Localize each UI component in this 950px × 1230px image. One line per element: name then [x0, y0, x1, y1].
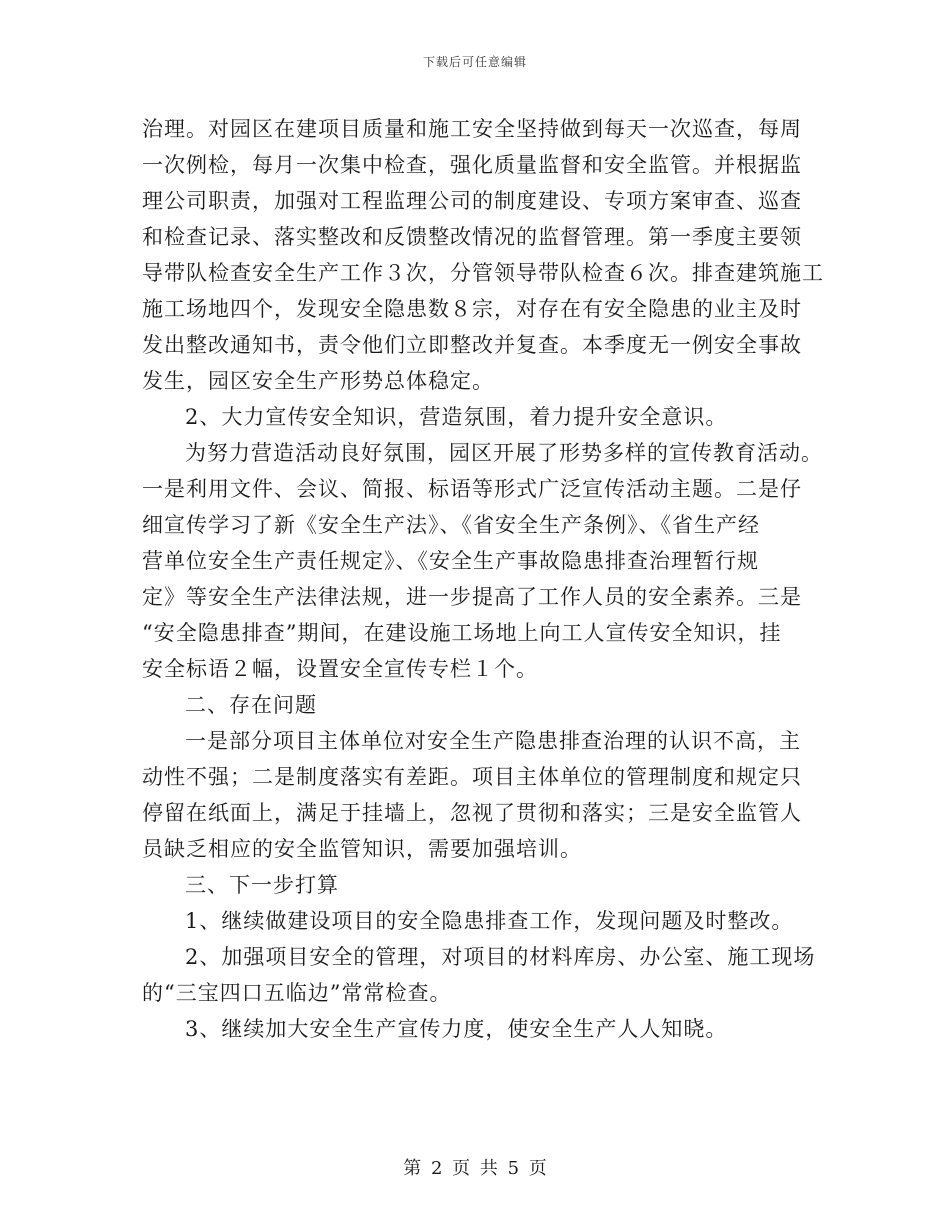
- body-line: “安全隐患排查”期间，在建设施工场地上向工人宣传安全知识，挂: [142, 621, 782, 645]
- body-line: 为努力营造活动良好氛围，园区开展了形势多样的宣传教育活动。: [185, 441, 823, 465]
- body-line: 定》等安全生产法律法规，进一步提高了工作人员的安全素养。三是: [142, 585, 802, 609]
- page-header-note: 下载后可任意编辑: [422, 55, 527, 69]
- body-line: 理公司职责，加强对工程监理公司的制度建设、专项方案审查、巡查: [142, 189, 802, 213]
- body-line: 营单位安全生产责任规定》、《安全生产事故隐患排查治理暂行规: [142, 549, 759, 573]
- body-line: 员缺乏相应的安全监管知识，需要加强培训。: [142, 837, 582, 861]
- section-heading: 三、下一步打算: [185, 873, 339, 897]
- body-line: 施工场地四个，发现安全隐患数８宗，对存在有安全隐患的业主及时: [142, 297, 802, 321]
- body-line: 和检查记录、落实整改和反馈整改情况的监督管理。第一季度主要领: [142, 225, 802, 249]
- body-line: 安全标语２幅，设置安全宣传专栏１个。: [142, 657, 538, 681]
- page-number: 第 2 页 共 5 页: [403, 1158, 547, 1179]
- body-line: 一次例检，每月一次集中检查，强化质量监督和安全监管。并根据监: [142, 153, 802, 177]
- body-line: 细宣传学习了新《安全生产法》、《省安全生产条例》、《省生产经: [142, 513, 760, 537]
- body-line: 一是利用文件、会议、简报、标语等形式广泛宣传活动主题。二是仔: [142, 477, 802, 501]
- section-heading: 二、存在问题: [185, 693, 317, 717]
- body-line: 2、加强项目安全的管理，对项目的材料库房、办公室、施工现场: [185, 945, 816, 969]
- body-line: 1、继续做建设项目的安全隐患排查工作，发现问题及时整改。: [185, 909, 794, 933]
- body-line: 发生，园区安全生产形势总体稳定。: [142, 369, 494, 393]
- body-line: 3、继续加大安全生产宣传力度，使安全生产人人知晓。: [185, 1017, 728, 1041]
- body-line: 的“三宝四口五临边”常常检查。: [142, 981, 452, 1005]
- body-line: 导带队检查安全生产工作３次，分管领导带队检查６次。排查建筑施工: [142, 261, 824, 285]
- body-line: 治理。对园区在建项目质量和施工安全坚持做到每天一次巡查，每周: [142, 117, 802, 141]
- section-heading: 2、大力宣传安全知识，营造氛围，着力提升安全意识。: [185, 405, 728, 429]
- body-line: 一是部分项目主体单位对安全生产隐患排查治理的认识不高，主: [185, 729, 801, 753]
- body-line: 停留在纸面上，满足于挂墙上，忽视了贯彻和落实；三是安全监管人: [142, 801, 802, 825]
- body-line: 发出整改通知书，责令他们立即整改并复查。本季度无一例安全事故: [142, 333, 802, 357]
- body-line: 动性不强；二是制度落实有差距。项目主体单位的管理制度和规定只: [142, 765, 802, 789]
